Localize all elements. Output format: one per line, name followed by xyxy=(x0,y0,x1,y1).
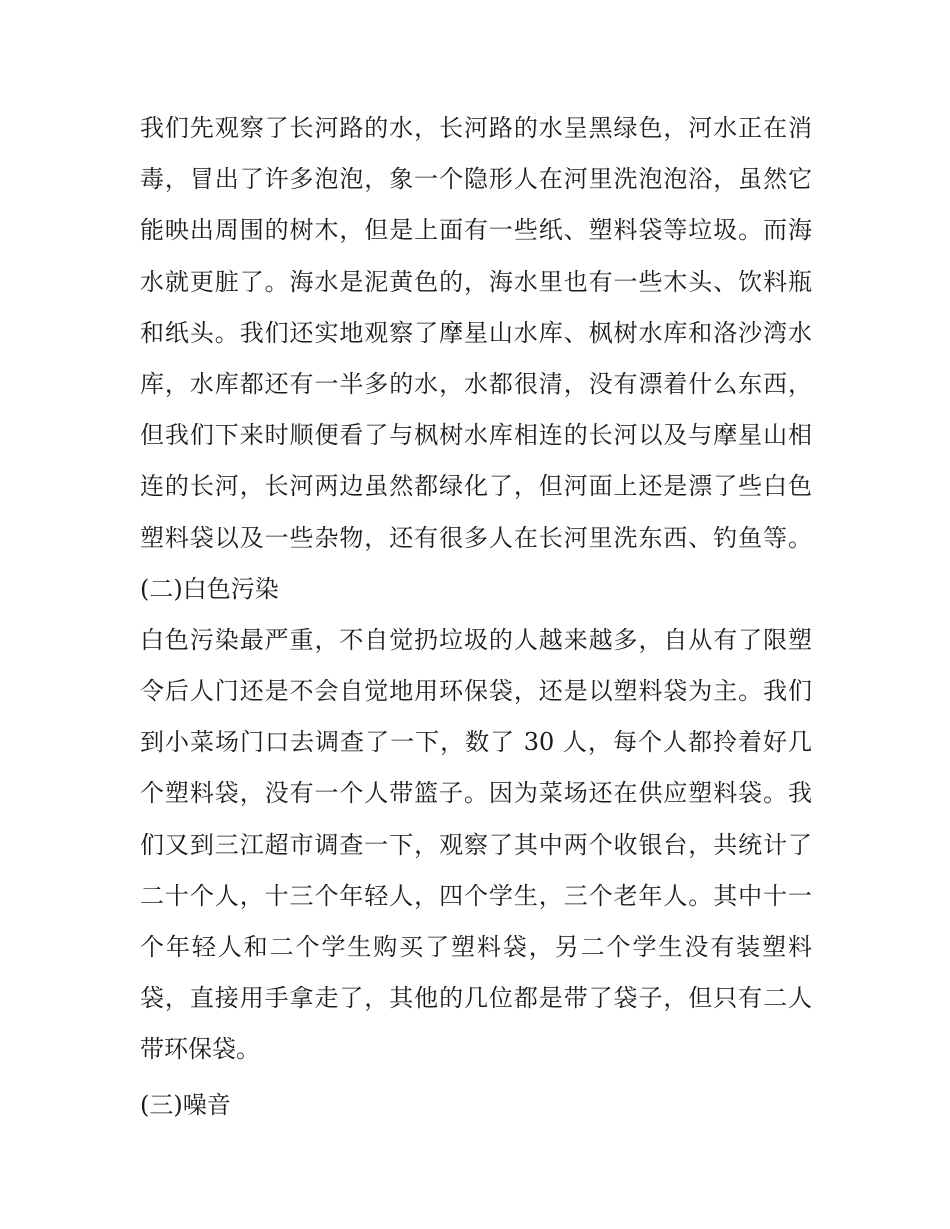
paragraph-line: 们又到三江超市调查一下，观察了其中两个收银台，共统计了 xyxy=(140,830,812,859)
section-heading: (三)噪音 xyxy=(140,1090,231,1119)
paragraph-line: 白色污染最严重，不自觉扔垃圾的人越来越多，自从有了限塑 xyxy=(140,625,812,654)
paragraph-line: 个年轻人和二个学生购买了塑料袋，另二个学生没有装塑料 xyxy=(140,933,812,961)
paragraph-line: 带环保袋。 xyxy=(140,1035,260,1064)
paragraph-line: 但我们下来时顺便看了与枫树水库相连的长河以及与摩星山相 xyxy=(140,421,812,450)
paragraph-line: 袋，直接用手拿走了，其他的几位都是带了袋子，但只有二人 xyxy=(140,984,812,1013)
document-body xyxy=(140,106,812,1134)
paragraph-line: 塑料袋以及一些杂物，还有很多人在长河里洗东西、钓鱼等。 xyxy=(140,523,812,552)
paragraph-line: 能映出周围的树木，但是上面有一些纸、塑料袋等垃圾。而海 xyxy=(140,216,812,245)
paragraph-line: 令后人门还是不会自觉地用环保袋，还是以塑料袋为主。我们 xyxy=(140,677,812,706)
paragraph-line: 毒，冒出了许多泡泡，象一个隐形人在河里洗泡泡浴，虽然它 xyxy=(140,165,812,194)
paragraph-line: 连的长河，长河两边虽然都绿化了，但河面上还是漂了些白色 xyxy=(140,472,812,501)
paragraph-line: 个塑料袋，没有一个人带篮子。因为菜场还在供应塑料袋。我 xyxy=(140,779,812,808)
section-heading: (二)白色污染 xyxy=(140,574,279,603)
paragraph-line: 水就更脏了。海水是泥黄色的，海水里也有一些木头、饮料瓶 xyxy=(140,267,812,296)
paragraph-line: 二十个人，十三个年轻人，四个学生，三个老年人。其中十一 xyxy=(140,881,812,910)
paragraph-line: 和纸头。我们还实地观察了摩星山水库、枫树水库和洛沙湾水 xyxy=(140,318,812,347)
paragraph-line: 我们先观察了长河路的水，长河路的水呈黑绿色，河水正在消 xyxy=(140,114,812,142)
paragraph-line: 库，水库都还有一半多的水，水都很清，没有漂着什么东西， xyxy=(140,369,812,398)
paragraph-line: 到小菜场门口去调查了一下，数了 30 人，每个人都拎着好几 xyxy=(140,728,812,757)
